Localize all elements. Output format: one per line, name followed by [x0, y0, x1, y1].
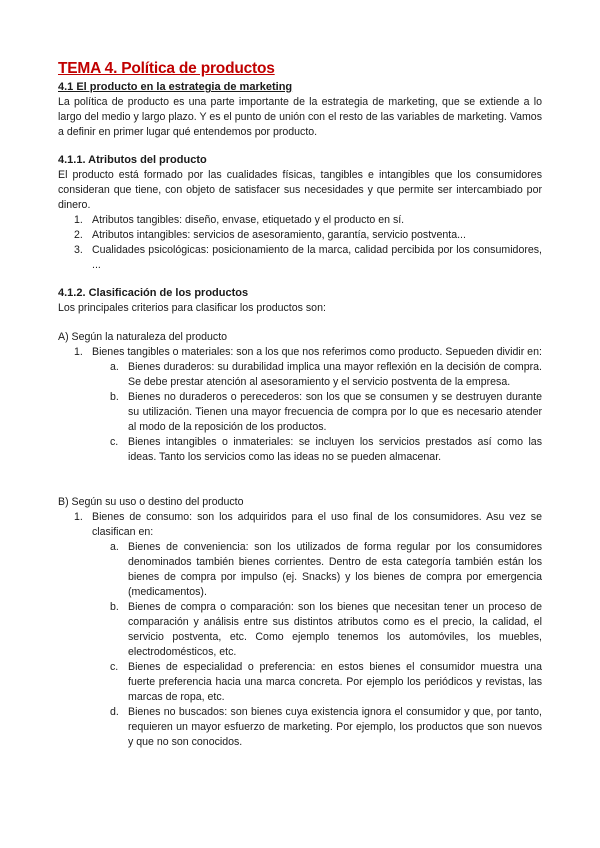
list-item — [58, 213, 542, 228]
list-marker: b. — [110, 391, 119, 403]
list-item-text: Atributos intangibles: servicios de asesoramiento, garantía, servicio postventa... — [92, 229, 466, 241]
section-4-1-2-heading: 4.1.2. Clasificación de los productos — [58, 287, 249, 299]
section-4-1-2-paragraph: Los principales criterios para clasificar los productos son: — [58, 302, 326, 314]
sublist-item — [58, 540, 542, 600]
list-item-text: Bienes duraderos: su durabilidad implica una mayor reflexión en la decisión de compra. Se debe prestar atención al asesoramiento y el servicio postventa de la empresa. — [128, 361, 542, 388]
sublist-item — [58, 435, 542, 465]
sublist-item — [58, 705, 542, 750]
section-4-1-1-paragraph: El producto está formado por las cualidades físicas, tangibles e intangibles que los consumidores consideran que tiene, con objeto de satisfacer sus necesidades y que permite ser intercambiado por dinero. — [58, 169, 542, 211]
list-marker: c. — [110, 661, 119, 673]
list-item — [58, 345, 542, 360]
group-a-sublist — [58, 360, 542, 465]
sublist-item — [58, 660, 542, 705]
section-4-1-heading: 4.1 El producto en la estrategia de marketing — [58, 81, 293, 93]
section-4-1-1-heading: 4.1.1. Atributos del producto — [58, 154, 207, 166]
group-b-label: B) Según su uso o destino del producto — [58, 496, 244, 508]
list-item-text: Bienes de consumo: son los adquiridos para el uso final de los consumidores. Asu vez se clasifican en: — [92, 511, 542, 538]
list-item-text: Bienes de conveniencia: son los utilizados de forma regular por los consumidores denominados también bienes corrientes. Dentro de esta categoría también están los bienes de compra por impulso (ej. Snacks) y los bienes de compra por emergencia (medicamentos). — [128, 541, 542, 598]
sublist-item — [58, 390, 542, 435]
list-marker: a. — [110, 541, 119, 553]
list-marker: 1. — [74, 346, 83, 358]
list-item — [58, 510, 542, 540]
group-b-sublist — [58, 540, 542, 750]
group-a-label: A) Según la naturaleza del producto — [58, 331, 228, 343]
group-b-list — [58, 510, 542, 540]
list-marker: a. — [110, 361, 119, 373]
list-item-text: Bienes de especialidad o preferencia: en estos bienes el consumidor muestra una fuerte preferencia hacia una marca concreta. Por ejemplo los periódicos y revistas, las marcas de ropa, etc. — [128, 661, 542, 703]
list-item-text: Bienes tangibles o materiales: son a los que nos referimos como producto. Sepueden dividir en: — [92, 346, 542, 358]
list-marker: c. — [110, 436, 119, 448]
group-a-list — [58, 345, 542, 360]
list-marker: d. — [110, 706, 119, 718]
sublist-item — [58, 360, 542, 390]
list-item-text: Bienes de compra o comparación: son los bienes que necesitan tener un proceso de comparación y análisis entre sus distintos atributos como es el precio, la calidad, el servicio postventa, etc. Como ejemplo tenemos los automóviles, los muebles, electrodomésticos, etc. — [128, 601, 542, 658]
list-marker: 1. — [74, 214, 83, 226]
list-marker: 3. — [74, 244, 83, 256]
list-item-text: Bienes intangibles o inmateriales: se incluyen los servicios prestados así como las ideas. Tanto los servicios como las ideas no se pueden almacenar. — [128, 436, 542, 463]
list-item — [58, 228, 542, 243]
list-marker: 2. — [74, 229, 83, 241]
list-item-text: Atributos tangibles: diseño, envase, etiquetado y el producto en sí. — [92, 214, 405, 226]
sublist-item — [58, 600, 542, 660]
list-item-text: Bienes no buscados: son bienes cuya existencia ignora el consumidor y que, por tanto, requieren un mayor esfuerzo de marketing. Por ejemplo, los productos que son nuevos y que no son conocidos. — [128, 706, 542, 748]
list-marker: b. — [110, 601, 119, 613]
section-4-1-paragraph: La política de producto es una parte importante de la estrategia de marketing, que se extiende a lo largo del medio y largo plazo. Y es el punto de unión con el resto de las variables de marketing. Vamos a definir en primer lugar qué entendemos por producto. — [58, 96, 542, 138]
list-item-text: Cualidades psicológicas: posicionamiento de la marca, calidad percibida por los consumidores, ... — [92, 244, 542, 271]
attributes-list — [58, 213, 542, 273]
list-item-text: Bienes no duraderos o perecederos: son los que se consumen y se destruyen durante su utilización. Tienen una mayor frecuencia de compra por lo que es necesario atender al modo de la reposición de los productos. — [128, 391, 542, 433]
list-marker: 1. — [74, 511, 83, 523]
document-title: TEMA 4. Política de productos — [58, 60, 275, 77]
list-item — [58, 243, 542, 273]
